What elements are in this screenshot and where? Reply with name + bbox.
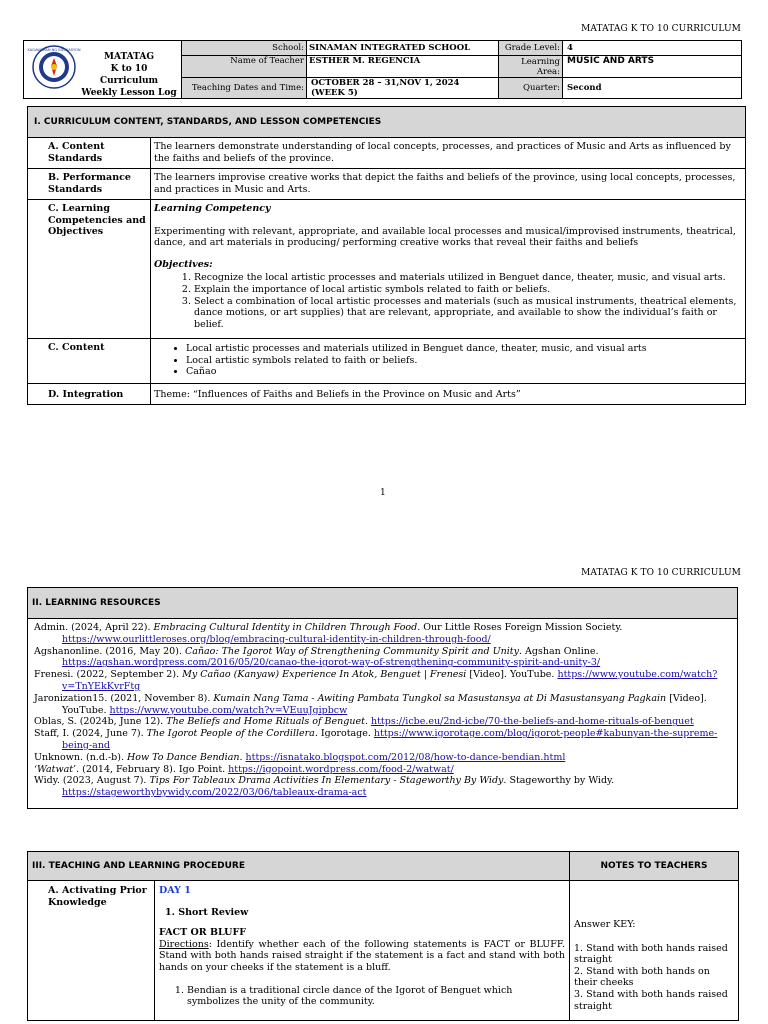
- objectives-heading: Objectives:: [154, 258, 213, 270]
- statement-item: 1. Bendian is a traditional circle dance of the Igorot of Benguet which symbolizes the unity of the community.: [187, 985, 565, 1008]
- reference-item: ‘Watwat’. (2014, February 8). Igo Point. https://igopoint.wordpress.com/food-2/watwat/: [34, 763, 454, 775]
- learning-competencies-label: C. Learning Competencies and Objectives: [28, 200, 151, 339]
- running-header: MATATAG K TO 10 CURRICULUM: [581, 24, 741, 34]
- teacher-label: Name of Teacher: [182, 56, 307, 78]
- learning-competencies-cell: [151, 200, 746, 339]
- reference-link[interactable]: https://agshan.wordpress.com/2016/05/20/canao-the-igorot-way-of-strengthening-community-spirit-and-unity-3/: [62, 657, 601, 669]
- notes-cell: [570, 881, 739, 1021]
- section2-title: II. LEARNING RESOURCES: [28, 588, 738, 619]
- section1-title: I. CURRICULUM CONTENT, STANDARDS, AND LESSON COMPETENCIES: [28, 107, 746, 138]
- reference-item: Oblas, S. (2024b, June 12). The Beliefs and Home Rituals of Benguet. https://icbe.eu/2nd-icbe/70-the-beliefs-and-home-rituals-of-benguet: [34, 716, 694, 728]
- directions-text: Directions: Identify whether each of the following statements is FACT or BLUFF. Stand with both hands raised straight if the statement is a fact and stand with both hands on your cheeks if the statement is a bluff.: [159, 938, 565, 973]
- content-list: [154, 343, 743, 378]
- grade-value: 4: [563, 41, 742, 56]
- logo-line2: K to 10 Curriculum: [99, 64, 159, 86]
- quarter-label: Quarter:: [499, 78, 563, 99]
- reference-link[interactable]: https://isnatako.blogspot.com/2012/08/how-to-dance-bendian.html: [245, 751, 566, 763]
- content-standards-label: A. Content Standards: [28, 138, 151, 169]
- reference-link[interactable]: https://icbe.eu/2nd-icbe/70-the-beliefs-and-home-rituals-of-benguet: [370, 716, 694, 728]
- statements-list: [159, 985, 565, 1008]
- content-cell: [151, 339, 746, 384]
- references-list: [30, 622, 735, 799]
- objective-item: 3. Select a combination of local artistic processes and materials (such as musical instruments, theatrical elements, dance motions, or art supplies) that are relevant, appropriate, and available to show the individual’s faith or belief.: [194, 296, 743, 331]
- logo-cell: [24, 41, 182, 99]
- reference-link[interactable]: https://www.youtube.com/watch?v=VEuuJgipbcw: [109, 704, 348, 716]
- svg-text:KAGAWARAN NG EDUKASYON: KAGAWARAN NG EDUKASYON: [27, 48, 81, 52]
- objective-item: 1. Recognize the local artistic processes and materials utilized in Benguet dance, theater, music, and visual arts.: [194, 272, 743, 284]
- running-header: MATATAG K TO 10 CURRICULUM: [581, 568, 741, 578]
- objectives-list: [154, 272, 743, 330]
- teacher-value: ESTHER M. REGENCIA: [307, 56, 499, 78]
- section3-table: [27, 851, 739, 1021]
- content-standards-text: The learners demonstrate understanding of local concepts, processes, and practices of Music and Arts as influenced by the faiths and beliefs of the province.: [151, 138, 746, 169]
- reference-link[interactable]: https://igopoint.wordpress.com/food-2/watwat/: [228, 763, 454, 775]
- info-header-table: [23, 40, 742, 99]
- school-value: SINAMAN INTEGRATED SCHOOL: [307, 41, 499, 56]
- logo-line3: Weekly Lesson Log: [81, 88, 177, 98]
- grade-label: Grade Level:: [499, 41, 563, 56]
- competency-heading: Learning Competency: [154, 203, 271, 214]
- reference-item: Staff, I. (2024, June 7). The Igorot People of the Cordillera. Igorotage. https://www.igorotage.com/blog/igorot-people#kabunyan-the-supreme-being-and: [34, 728, 718, 751]
- fact-bluff-heading: FACT OR BLUFF: [159, 927, 246, 939]
- reference-link[interactable]: https://stageworthybywidy.com/2022/03/06/tableaux-drama-act: [62, 787, 367, 799]
- quarter-value: Second: [563, 78, 742, 99]
- content-item: • Local artistic symbols related to faith or beliefs.: [186, 355, 743, 367]
- content-item: • Local artistic processes and materials utilized in Benguet dance, theater, music, and visual arts: [186, 343, 743, 355]
- answer-key-title: Answer KEY:: [574, 919, 636, 930]
- dates-value: OCTOBER 28 – 31,NOV 1, 2024 (WEEK 5): [307, 78, 499, 99]
- integration-text: Theme: “Influences of Faiths and Beliefs in the Province on Music and Arts”: [151, 384, 746, 405]
- page-number: 1: [380, 488, 386, 498]
- reference-item: Admin. (2024, April 22). Embracing Cultural Identity in Children Through Food. Our Little Roses Foreign Mission Society. https://www.ourlittleroses.org/blog/embracing-cultural-identity-in-children-through-food/: [34, 622, 623, 645]
- area-label: Learning Area:: [499, 56, 563, 78]
- logo-title: MATATAG: [103, 52, 155, 62]
- school-label: School:: [182, 41, 307, 56]
- section3-title: III. TEACHING AND LEARNING PROCEDURE: [28, 852, 570, 881]
- objective-item: 2. Explain the importance of local artistic symbols related to faith or beliefs.: [194, 284, 743, 296]
- dates-label: Teaching Dates and Time:: [182, 78, 307, 99]
- reference-item: Unknown. (n.d.-b). How To Dance Bendian. https://isnatako.blogspot.com/2012/08/how-to-dance-bendian.html: [34, 751, 566, 763]
- activating-knowledge-label: A. Activating Prior Knowledge: [28, 881, 155, 1021]
- integration-label: D. Integration: [28, 384, 151, 405]
- reference-item: Agshanonline. (2016, May 20). Cañao: The Igorot Way of Strengthening Community Spirit and Unity. Agshan Online. https://agshan.wordpress.com/2016/05/20/canao-the-igorot-way-of-strengthening-community-spirit-and-unity-3/: [34, 645, 601, 669]
- day-label: DAY 1: [159, 885, 191, 896]
- answer-key-item: 3. Stand with both hands raised straight: [574, 988, 728, 1012]
- performance-standards-text: The learners improvise creative works that depict the faiths and beliefs of the province, using local concepts, processes, and practices in Music and Arts.: [151, 169, 746, 200]
- answer-key-item: 2. Stand with both hands on their cheeks: [574, 965, 710, 989]
- area-value: MUSIC AND ARTS: [563, 56, 742, 78]
- reference-link[interactable]: https://www.igorotage.com/blog/igorot-people#kabunyan-the-supreme-being-and: [62, 728, 718, 751]
- deped-seal-icon: [27, 45, 81, 89]
- content-label: C. Content: [28, 339, 151, 384]
- short-review-heading: 1. Short Review: [165, 906, 249, 918]
- answer-key-item: 1. Stand with both hands raised straight: [574, 942, 728, 966]
- performance-standards-label: B. Performance Standards: [28, 169, 151, 200]
- references-cell: [28, 619, 738, 809]
- notes-title: NOTES TO TEACHERS: [570, 852, 739, 881]
- reference-item: Jaronization15. (2021, November 8). Kumain Nang Tama - Awiting Pambata Tungkol sa Masustansya at Di Masustansyang Pagkain [Video]. YouTube. https://www.youtube.com/watch?v=VEuuJgipbcw: [34, 692, 707, 716]
- reference-link[interactable]: https://www.ourlittleroses.org/blog/embracing-cultural-identity-in-children-through-food/: [62, 633, 491, 645]
- reference-item: Widy. (2023, August 7). Tips For Tableaux Drama Activities In Elementary - Stageworthy By Widy. Stageworthy by Widy. https://stageworthybywidy.com/2022/03/06/tableaux-drama-act: [34, 775, 615, 799]
- section1-table: [27, 106, 746, 405]
- procedure-cell: [155, 881, 570, 1021]
- reference-item: Frenesi. (2022, September 2). My Cañao (Kanyaw) Experience In Atok, Benguet | Frenesi [Video]. YouTube. https://www.youtube.com/watch?v=TnYEkKvrFtg: [34, 669, 718, 692]
- reference-link[interactable]: https://www.youtube.com/watch?v=TnYEkKvrFtg: [62, 669, 718, 692]
- section2-table: [27, 587, 738, 809]
- content-item: • Cañao: [186, 366, 743, 378]
- competency-text: Experimenting with relevant, appropriate, and available local processes and musical/improvised instruments, theatrical, dance, and art materials in producing/ performing creative works that reveal their faiths and beliefs: [154, 225, 736, 249]
